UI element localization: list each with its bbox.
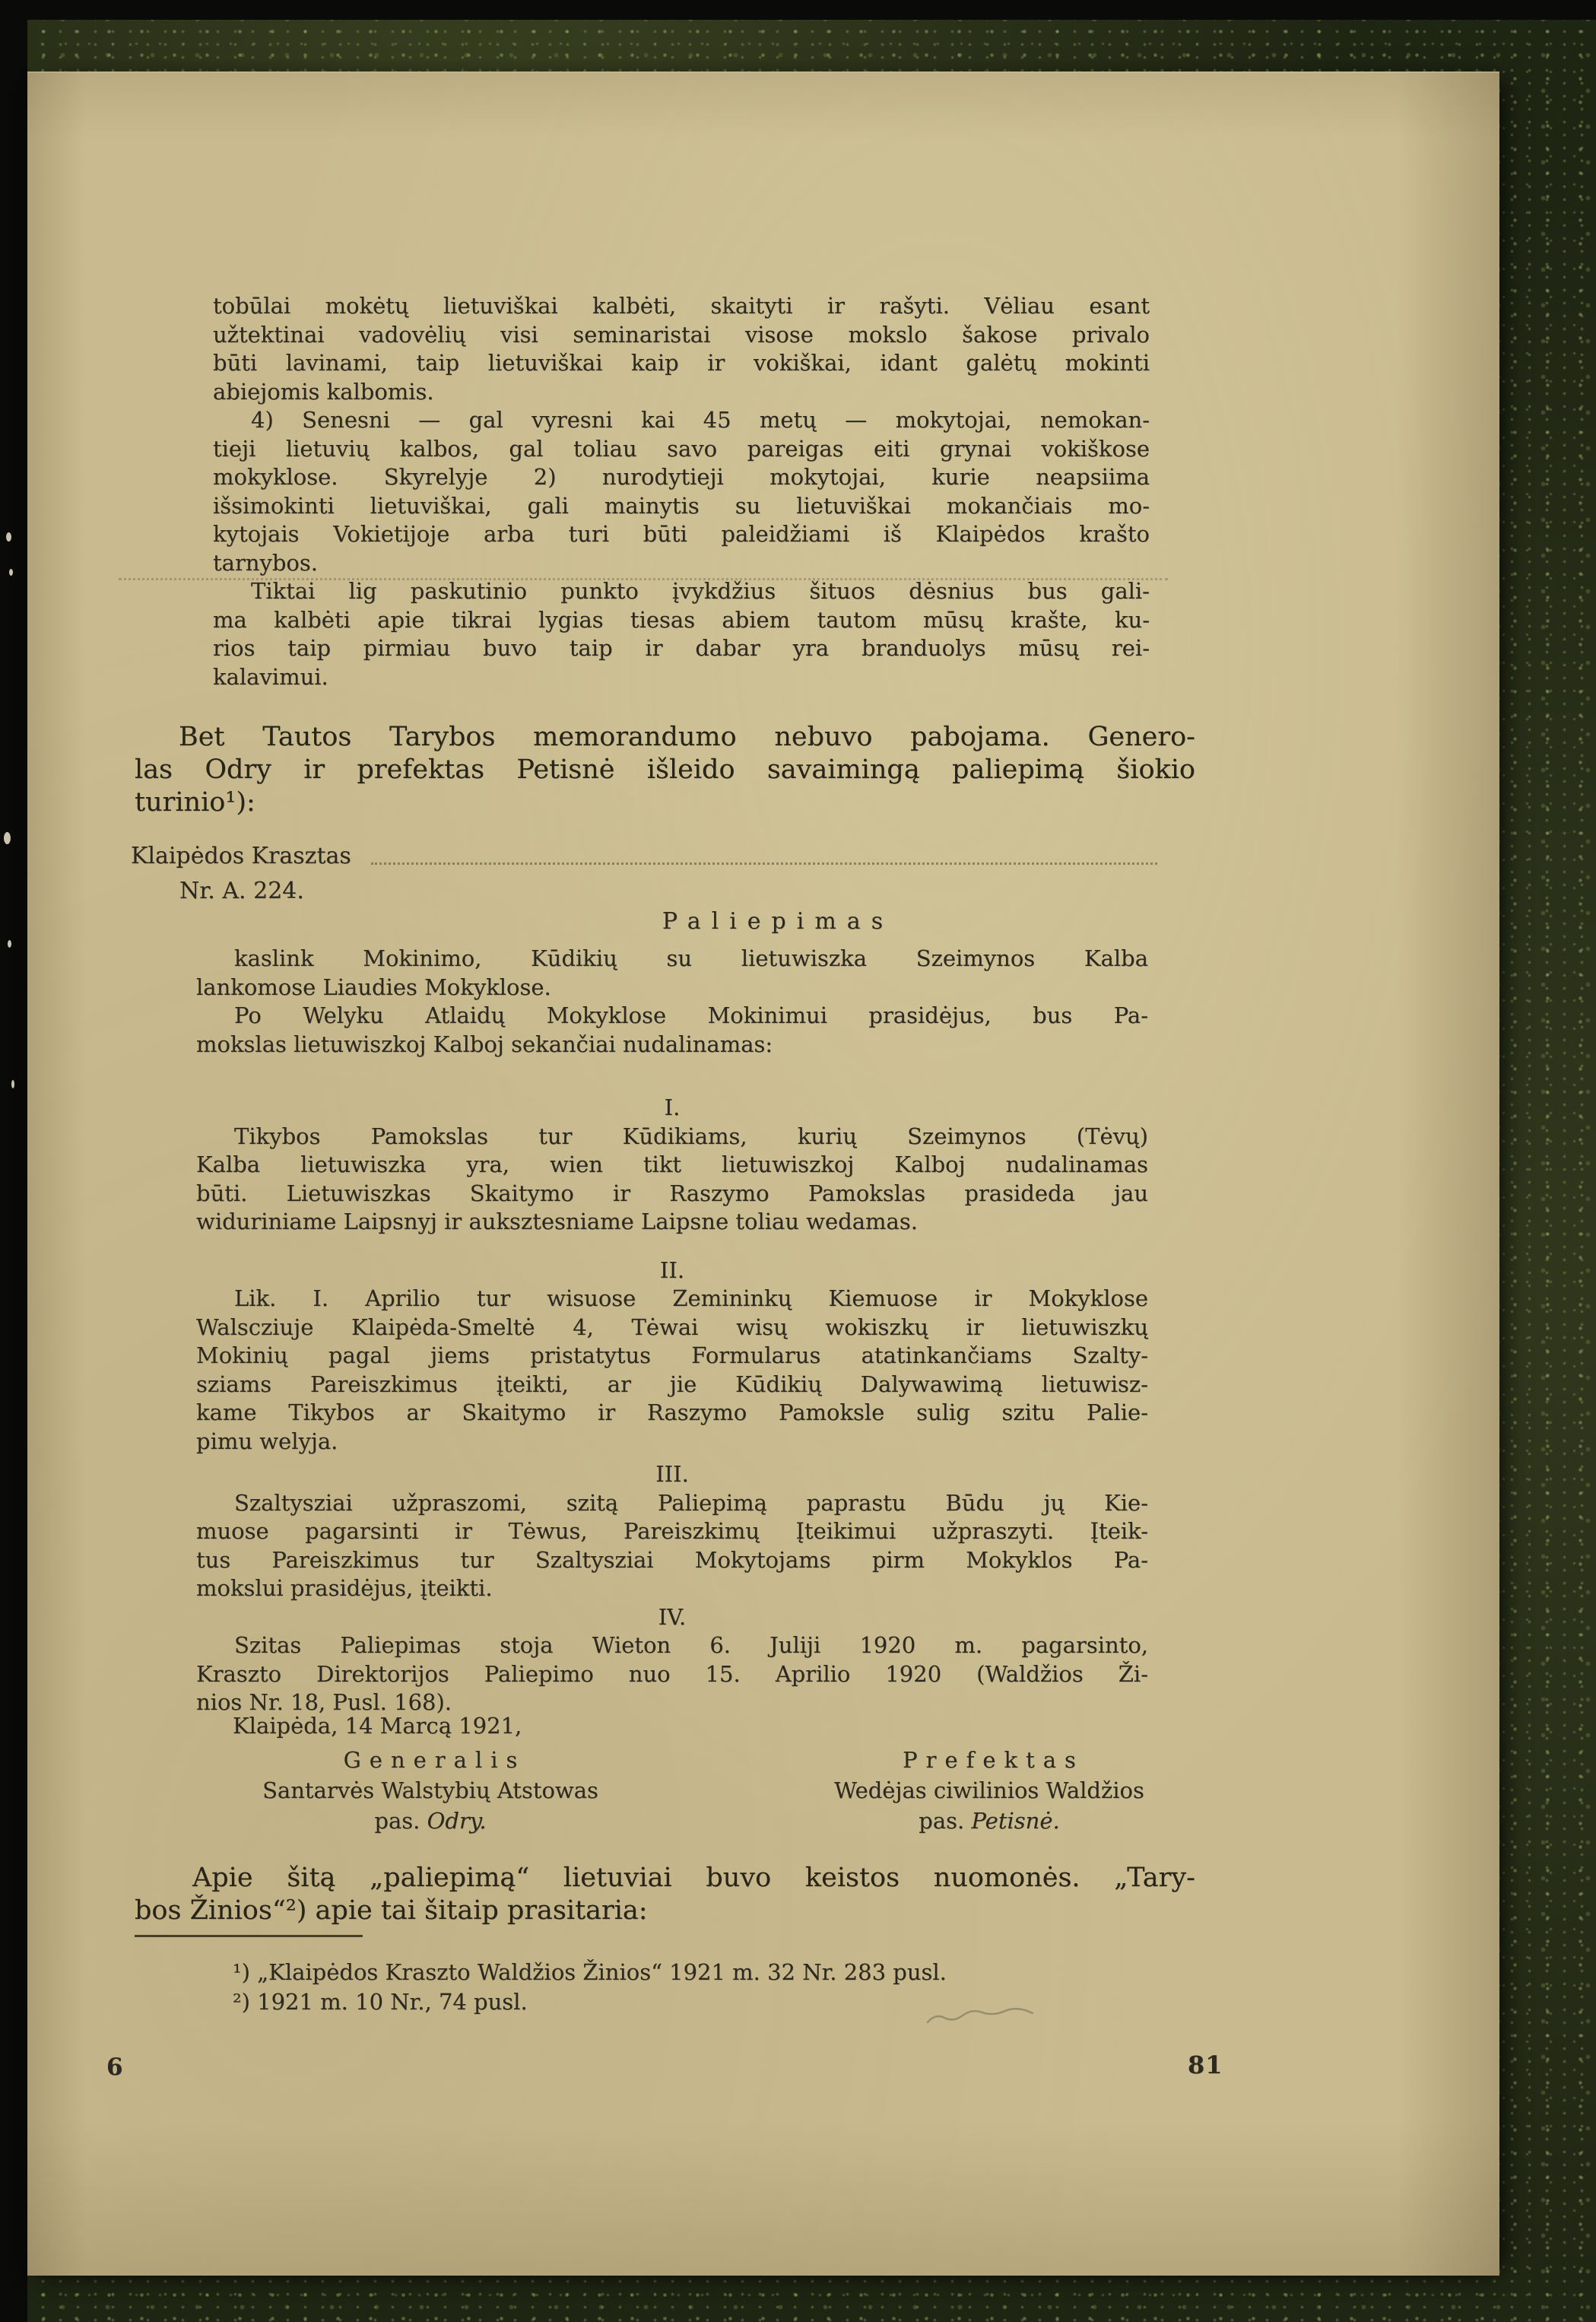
- footnote-1: ¹) „Klaipėdos Kraszto Waldžios Žinios“ 1921 m. 32 Nr. 283 pusl.: [233, 1959, 947, 1985]
- section-numeral: I.: [664, 1094, 681, 1120]
- narrative-paragraph: [135, 721, 1195, 819]
- text-line: tarnybos.: [213, 549, 318, 576]
- section-numeral: IV.: [658, 1603, 687, 1630]
- paragraph: [213, 406, 1150, 577]
- signature-line: [233, 1806, 628, 1836]
- narrative-paragraph: [135, 1862, 1195, 1927]
- text-line: Mokinių pagal jiems pristatytus Formularus atatinkančiams Szalty-: [196, 1342, 1148, 1368]
- text-line: muose pagarsinti ir Tėwus, Pareiszkimų Įteikimui užpraszyti. Įteik-: [196, 1518, 1148, 1544]
- text-line: užtektinai vadovėlių visi seminaristai visose mokslo šakose privalo: [213, 321, 1150, 348]
- text-line: tus Pareiszkimus tur Szaltysziai Mokytojams pirm Mokyklos Pa-: [196, 1546, 1148, 1573]
- scan-artifact: [6, 532, 11, 542]
- text-line: kalavimui.: [213, 663, 328, 690]
- text-line: sziams Pareiszkimus įteikti, ar jie Kūdikių Dalywawimą lietuwisz-: [196, 1371, 1148, 1397]
- scan-artifact: [4, 832, 11, 844]
- pas-label: pas.: [374, 1808, 420, 1834]
- text-line: bos Žinios“²) apie tai šitaip prasitaria:: [135, 1895, 648, 1926]
- text-line: mokslui prasidėjus, įteikti.: [196, 1575, 493, 1601]
- footnote-rule: [135, 1935, 363, 1937]
- signature-role: Wedėjas ciwilinios Waldžios: [834, 1777, 1144, 1803]
- signatory-name: Odry.: [427, 1808, 487, 1834]
- text-line: lankomose Liaudies Mokyklose.: [196, 974, 551, 1000]
- footnotes: [233, 1958, 947, 2017]
- decree-letterhead: [131, 843, 1160, 870]
- decree-section: [196, 1631, 1148, 1717]
- text-line: mokslas lietuwiszkoj Kalboj sekančiai nudalinamas:: [196, 1031, 773, 1057]
- text-line: kaslink Mokinimo, Kūdikių su lietuwiszka Szeimynos Kalba: [234, 945, 1148, 971]
- decree-section: [196, 1285, 1148, 1456]
- text-line: būti. Lietuwiszkas Skaitymo ir Raszymo Pamokslas prasideda jau: [196, 1180, 1148, 1206]
- decree-subject: [196, 945, 1148, 1002]
- text-line: las Odry ir prefektas Petisnė išleido savaimingą paliepimą šiokio: [135, 754, 1195, 785]
- text-line: tobūlai mokėtų lietuviškai kalbėti, skaityti ir rašyti. Vėliau esant: [213, 293, 1150, 319]
- footnote-2: ²) 1921 m. 10 Nr., 74 pusl.: [233, 1989, 528, 2015]
- text-line: 4) Senesni — gal vyresni kai 45 metų — mokytojai, nemokan-: [251, 407, 1150, 433]
- text-line: kytojais Vokietijoje arba turi būti paleidžiami iš Klaipėdos krašto: [213, 521, 1150, 547]
- page-paper: [27, 71, 1499, 2276]
- text-line: mokyklose. Skyrelyje 2) nurodytieji mokytojai, kurie neapsiima: [213, 464, 1150, 490]
- text-line: Kalba lietuwiszka yra, wien tikt lietuwiszkoj Kalboj nudalinamas: [196, 1151, 1148, 1177]
- decree-reference-number: Nr. A. 224.: [179, 878, 304, 904]
- text-line: Kraszto Direktorijos Paliepimo nuo 15. Aprilio 1920 (Waldžios Ži-: [196, 1660, 1148, 1687]
- decree-title: Paliepimas: [662, 908, 894, 935]
- decree-body: [196, 945, 1148, 1717]
- scan-artifact: [11, 1080, 14, 1088]
- text-line: Lik. I. Aprilio tur wisuose Zemininkų Kiemuose ir Mokyklose: [234, 1285, 1148, 1311]
- text-line: tieji lietuvių kalbos, gal toliau savo pareigas eiti grynai vokiškose: [213, 435, 1150, 462]
- signature-line: [792, 1806, 1187, 1836]
- memorandum-quote-block: [213, 292, 1150, 691]
- signature-role: Santarvės Walstybių Atstowas: [262, 1777, 598, 1803]
- signature-title: Generalis: [343, 1747, 526, 1773]
- text-line: Apie šitą „paliepimą“ lietuviai buvo keistos nuomonės. „Tary-: [192, 1863, 1195, 1893]
- letterhead-text: Klaipėdos Krasztas: [131, 843, 351, 869]
- text-line: rios taip pirmiau buvo taip ir dabar yra branduolys mūsų rei-: [213, 635, 1150, 661]
- paragraph: [213, 292, 1150, 406]
- decree-dateline: Klaipėda, 14 Marcą 1921,: [233, 1713, 522, 1739]
- page-number: 81: [1188, 2050, 1223, 2079]
- text-line: pimu welyja.: [196, 1428, 338, 1454]
- text-line: widuriniame Laipsnyj ir auksztesniame Laipsne toliau wedamas.: [196, 1209, 918, 1234]
- scan-artifact: [9, 569, 13, 576]
- section-numeral: III.: [655, 1461, 689, 1487]
- text-line: nios Nr. 18, Pusl. 168).: [196, 1689, 452, 1715]
- text-line: Tiktai lig paskutinio punkto įvykdžius šituos dėsnius bus gali-: [251, 578, 1150, 604]
- text-line: Szaltysziai užpraszomi, szitą Paliepimą paprastu Būdu jų Kie-: [234, 1489, 1148, 1516]
- text-line: Po Welyku Atlaidų Mokyklose Mokinimui prasidėjus, bus Pa-: [234, 1002, 1148, 1028]
- text-line: Tikybos Pamokslas tur Kūdikiams, kurių Szeimynos (Tėvų): [234, 1123, 1148, 1149]
- paragraph: [213, 577, 1150, 691]
- decree-section: [196, 1123, 1148, 1237]
- text-line: ma kalbėti apie tikrai lygias tiesas abiem tautom mūsų krašte, ku-: [213, 606, 1150, 633]
- text-line: kame Tikybos ar Skaitymo ir Raszymo Pamoksle sulig szitu Palie-: [196, 1399, 1148, 1425]
- pas-label: pas.: [919, 1808, 965, 1834]
- text-line: Bet Tautos Tarybos memorandumo nebuvo pabojama. Genero-: [179, 722, 1195, 752]
- text-line: turinio¹):: [135, 787, 255, 818]
- text-line: Szitas Paliepimas stoja Wieton 6. Juliji 1920 m. pagarsinto,: [234, 1632, 1148, 1658]
- dotted-leader: [371, 862, 1157, 865]
- text-line: būti lavinami, taip lietuviškai kaip ir vokiškai, idant galėtų mokinti: [213, 350, 1150, 376]
- scan-artifact: [8, 940, 11, 948]
- section-numeral: II.: [659, 1256, 685, 1283]
- decree-intro: [196, 1002, 1148, 1059]
- text-line: abiejomis kalbomis.: [213, 378, 434, 405]
- signatory-name: Petisnė.: [971, 1808, 1060, 1834]
- signature-title: Prefektas: [903, 1747, 1084, 1773]
- signature-block-general: [233, 1745, 628, 1836]
- text-line: išsimokinti lietuviškai, gali mainytis su lietuviškai mokančiais mo-: [213, 492, 1150, 519]
- text-line: Walscziuje Klaipėda-Smeltė 4, Tėwai wisų wokiszkų ir lietuwiszkų: [196, 1313, 1148, 1340]
- decree-section: [196, 1489, 1148, 1603]
- signature-block-prefect: [792, 1745, 1187, 1836]
- printer-signature-mark: 6: [106, 2054, 123, 2081]
